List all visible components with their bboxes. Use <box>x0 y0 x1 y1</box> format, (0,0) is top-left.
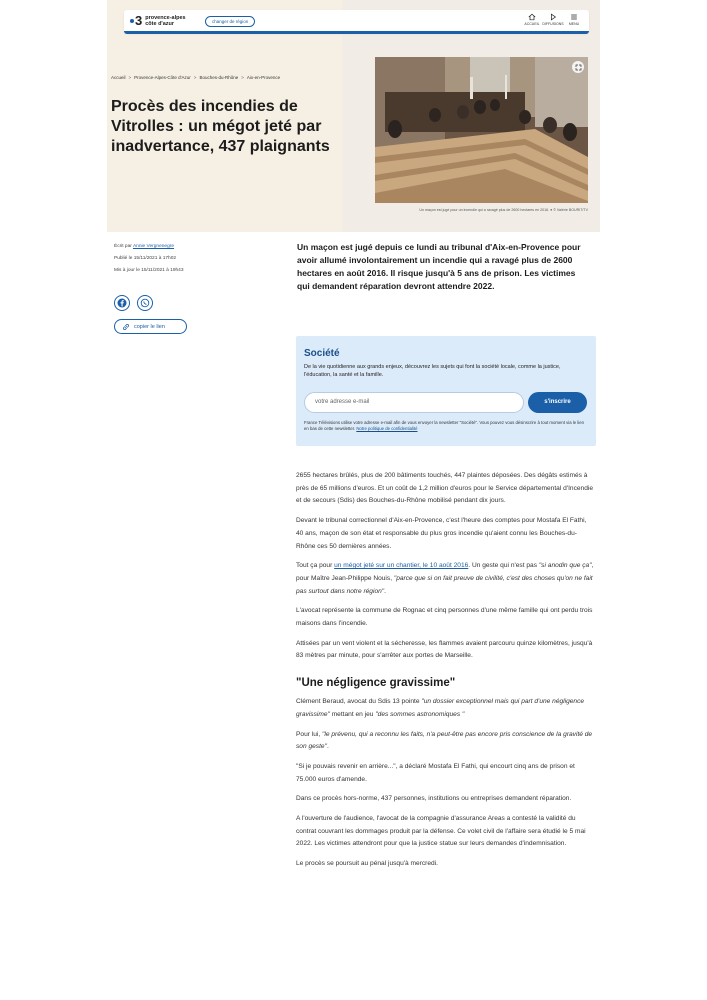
quote: "parce que si on fait preuve de civilité, c'est des choses qu'on ne fait pas surtout dans notre région" <box>296 574 593 595</box>
whatsapp-share-button[interactable] <box>137 295 153 311</box>
breadcrumb-item-region[interactable]: Provence-Alpes-Côte d'Azur <box>134 75 191 80</box>
paragraph-6: Clément Beraud, avocat du Sdis 13 pointe "un dossier exceptionnel mais qui part d'une négligence gravissime" mettant en jeu "des sommes astronomiques " <box>296 698 585 718</box>
author-line <box>114 244 234 249</box>
quote: "des sommes astronomiques " <box>375 710 465 718</box>
topbar-accent-line <box>124 31 589 34</box>
newsletter-title: Société <box>304 348 340 359</box>
quote: "le prévenu, qui a reconnu les faits, n'a peut-être pas encore pris conscience de la gravité de son geste" <box>296 730 593 751</box>
paragraph-4: L'avocat représente la commune de Rognac et cinq personnes d'une même famille qui ont perdu trois maisons dans l'incendie. <box>296 607 593 628</box>
paragraph-10: A l'ouverture de l'audience, l'avocat de la compagnie d'assurance Areas a contesté la validité du contrat couvrant les dommages produit par la défense. Ce volet civil de l'affaire sera étudié le 5 mai 2022. Les victimes attendront pour que la justice statue sur leurs demandes d'indemnisation. <box>296 815 586 848</box>
nav-menu-label: MENU <box>568 22 580 26</box>
paragraph-2: Devant le tribunal correctionnel d'Aix-en-Provence, c'est l'heure des comptes pour Mostafa El Fathi, 40 ans, maçon de son état et responsable du plus gros incendie qu'aient connu les Bouches-du-Rhône ces 50 dernières années. <box>296 517 587 550</box>
play-icon <box>549 13 557 21</box>
top-nav <box>525 13 581 26</box>
menu-icon <box>570 13 578 21</box>
paragraph-7: Pour lui, "le prévenu, qui a reconnu les faits, n'a peut-être pas encore pris conscience de la gravité de son geste". <box>296 730 593 751</box>
newsletter-legal <box>304 420 589 432</box>
whatsapp-icon <box>140 298 150 308</box>
logo-line2: côte d'azur <box>145 21 175 27</box>
author-link[interactable]: Annie Vergnenegre <box>132 244 175 249</box>
article-page <box>107 0 600 1000</box>
quote: "un dossier exceptionnel mais qui part d'une négligence gravissime" <box>296 698 585 718</box>
newsletter-legal-text: France Télévisions utilise votre adresse e-mail afin de vous envoyer la newsletter "Société". Vous pouvez vous désinscrire à tout moment via le lien en bas de cette newsletter. <box>304 420 585 431</box>
article-lead: Un maçon est jugé depuis ce lundi au tribunal d'Aix-en-Provence pour avoir allumé involontairement un incendie qui a ravagé plus de 2600 hectares en août 2016. Il risque jusqu'à 5 ans de prison. Les victimes qui demandent réparation devront attendre 2022. <box>297 242 581 291</box>
logo-region-text <box>145 15 185 27</box>
nav-home-label: ACCUEIL <box>524 22 540 26</box>
nav-diffusions[interactable] <box>542 13 564 26</box>
nav-home[interactable] <box>525 13 539 26</box>
article-meta <box>114 244 234 280</box>
copy-link-label: copier le lien <box>134 323 165 330</box>
france3-logo[interactable] <box>130 14 186 28</box>
hero-image-caption: Un maçon est jugé pour un incendie qui a ravagé plus de 2600 hectares en 2016. ● © Valérie BOURIT/TV <box>419 208 588 212</box>
article-inline-link[interactable]: un mégot jeté sur un chantier, le 10 août 2016 <box>334 562 469 570</box>
logo-line1: provence-alpes <box>145 15 186 21</box>
facebook-share-button[interactable] <box>114 295 130 311</box>
nav-menu[interactable] <box>567 13 581 26</box>
breadcrumb-item-home[interactable]: Accueil <box>111 75 126 80</box>
newsletter-box <box>296 336 596 446</box>
facebook-icon <box>117 298 127 308</box>
paragraph-1: 2655 hectares brûlés, plus de 200 bâtiments touchés, 447 plaintes déposées. Des dégâts estimés à près de 65 millions d'euros. Et un coût de 1,2 million d'euros pour le Service départemental d'Incendie et de secours (Sdis) des Bouches-du-Rhône mobilisé pendant dix jours. <box>296 472 594 505</box>
newsletter-email-input[interactable]: votre adresse e-mail <box>304 392 524 413</box>
privacy-policy-link[interactable]: Notre politique de confidentialité <box>356 426 418 431</box>
copy-link-button[interactable] <box>114 319 187 334</box>
newsletter-subscribe-button[interactable]: s'inscrire <box>528 392 587 413</box>
logo-dot-icon <box>130 19 134 23</box>
expand-icon[interactable] <box>572 61 584 73</box>
paragraph-11: Le procès se poursuit au pénal jusqu'à mercredi. <box>296 860 439 868</box>
author-prefix: Écrit par <box>114 244 132 249</box>
paragraph-5: Attisées par un vent violent et la sécheresse, les flammes avaient parcouru quinze kilomètres, jusqu'à 83 mètres par minute, pour s'arrêter aux portes de Marseille. <box>296 639 593 660</box>
newsletter-description: De la vie quotidienne aux grands enjeux, découvrez les sujets qui font la société locale, comme la justice, l'éducation, la santé et la famille. <box>304 364 561 378</box>
home-icon <box>528 13 536 21</box>
logo-number: 3 <box>135 13 143 28</box>
section-heading: "Une négligence gravissime" <box>296 677 456 690</box>
nav-diffusions-label: DIFFUSIONS <box>542 22 564 26</box>
breadcrumb: Accueil > Provence-Alpes-Côte d'Azur > Bouches-du-Rhône > Aix-en-Provence <box>111 75 281 80</box>
article-title: Procès des incendies de Vitrolles : un mégot jeté par inadvertance, 437 plaignants <box>111 98 330 155</box>
share-buttons <box>114 295 153 311</box>
hero-image[interactable] <box>375 57 588 203</box>
breadcrumb-item-city[interactable]: Aix-en-Provence <box>246 75 281 80</box>
breadcrumb-item-department[interactable]: Bouches-du-Rhône <box>199 75 239 80</box>
site-topbar <box>124 10 589 33</box>
courtroom-photo <box>375 57 588 203</box>
paragraph-3: Tout ça pour un mégot jeté sur un chantier, le 10 août 2016. Un geste qui n'est pas "si anodin que ça", pour Maître Jean-Philippe Nouis, "parce que si on fait preuve de civilité, c'est des choses qu'on ne fait pas surtout dans notre région". <box>296 562 594 595</box>
link-icon <box>122 323 130 331</box>
quote: "si anodin que ça" <box>538 562 592 570</box>
change-region-button[interactable]: changer de région <box>205 16 255 27</box>
updated-date: Mis à jour le 15/11/2021 à 19h43 <box>114 268 184 273</box>
paragraph-9: Dans ce procès hors-norme, 437 personnes, institutions ou entreprises demandent réparation. <box>296 795 572 803</box>
published-date: Publié le 15/11/2021 à 17h02 <box>114 256 177 261</box>
paragraph-8: "Si je pouvais revenir en arrière...", a déclaré Mostafa El Fathi, qui encourt cinq ans de prison et 75.000 euros d'amende. <box>296 762 575 783</box>
article-body <box>296 470 594 878</box>
